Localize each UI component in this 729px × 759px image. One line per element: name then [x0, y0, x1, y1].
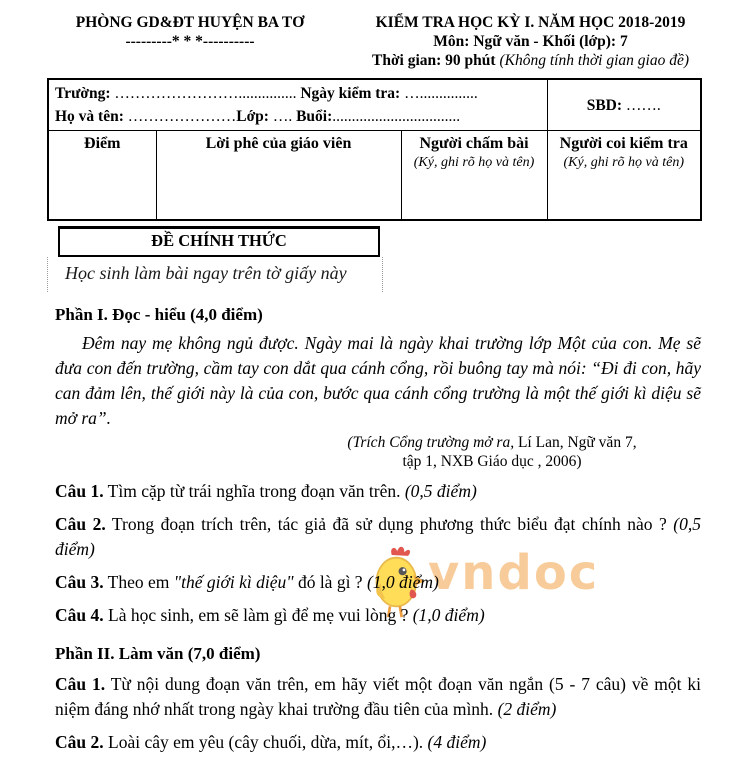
citation-author: Lí Lan, Ngữ văn 7,: [514, 434, 637, 451]
separator-stars: ---------* * *----------: [125, 33, 255, 50]
part2-question-1: [55, 672, 701, 722]
question-label: Câu 1.: [55, 481, 104, 501]
score-header: Điểm: [84, 135, 121, 152]
question-text-pre: Theo em: [103, 572, 174, 592]
document-header: [0, 0, 729, 70]
department-name: PHÒNG GD&ĐT HUYỆN BA TƠ: [75, 14, 305, 31]
candidate-number-cell: [547, 79, 701, 131]
fullname-fill-dots: …………………: [123, 108, 237, 125]
duration-note: (Không tính thời gian giao đề): [495, 52, 689, 69]
citation-line1: [325, 433, 659, 452]
session-fill-dots: .................................: [332, 108, 461, 125]
question-text: Tìm cặp từ trái nghĩa trong đoạn văn trên.: [103, 481, 405, 501]
proctor-header: Người coi kiểm tra: [559, 135, 688, 152]
session-label: Buổi:: [296, 108, 333, 125]
question-text: Trong đoạn trích trên, tác giả đã sử dụng phương thức biểu đạt chính nào ?: [105, 514, 674, 534]
question-label: Câu 3.: [55, 572, 104, 592]
score-cell: [48, 131, 156, 221]
question-points: (2 điểm): [497, 699, 557, 719]
question-text: Là học sinh, em sẽ làm gì để mẹ vui lòng ?: [103, 605, 413, 625]
part1-question-1: [55, 479, 701, 504]
class-fill-dots: ….: [268, 108, 297, 125]
question-points: (1,0 điểm): [412, 605, 485, 625]
work-on-sheet-instruction: Học sinh làm bài ngay trên tờ giấy này: [47, 257, 383, 292]
grading-header-row: [48, 131, 701, 221]
student-info-table: [47, 78, 702, 221]
reading-passage: Đêm nay mẹ không ngủ được. Ngày mai là ngày khai trường lớp Một của con. Mẹ sẽ đưa con đến trường, cầm tay con dắt qua cánh cổng, rồi buông tay mà nói: “Đi đi con, hãy can đảm lên, thế giới này là của con, bước qua cánh cổng trường là một thế giới kì diệu sẽ mở ra”.: [55, 333, 701, 428]
exam-subject: Môn: Ngữ văn - Khối (lớp): 7: [433, 33, 628, 50]
proctor-cell: [547, 131, 701, 221]
school-label: Trường:: [55, 85, 111, 102]
question-label: Câu 2.: [55, 732, 104, 752]
question-label: Câu 1.: [55, 674, 106, 694]
question-text: Từ nội dung đoạn văn trên, em hãy viết một đoạn văn ngắn (5 - 7 câu) về một ki niệm đáng nhớ nhất trong ngày khai trường đầu tiên của mình.: [55, 674, 702, 719]
question-label: Câu 4.: [55, 605, 104, 625]
duration-bold: Thời gian: 90 phút: [372, 52, 496, 69]
part1-heading: Phần I. Đọc - hiểu (4,0 điểm): [55, 305, 263, 324]
part1-question-3: [55, 570, 701, 595]
question-points: (1,0 điểm): [366, 572, 439, 592]
name-line: [55, 105, 541, 128]
sbd-label: SBD:: [586, 96, 623, 114]
question-text-post: đó là gì ?: [293, 572, 367, 592]
grader-cell: [401, 131, 547, 221]
exam-date-label: Ngày kiểm tra:: [300, 85, 401, 102]
citation-line2: tập 1, NXB Giáo dục , 2006): [402, 453, 582, 470]
student-info-cell: [48, 79, 547, 131]
question-label: Câu 2.: [55, 514, 106, 534]
issuing-department-block: [40, 13, 340, 70]
official-exam-badge: ĐỀ CHÍNH THỨC: [58, 226, 380, 257]
question-text: Loài cây em yêu (cây chuối, dừa, mít, ổi,…).: [103, 732, 428, 752]
question-points: (4 điểm): [427, 732, 487, 752]
question-points: (0,5 điểm): [404, 481, 477, 501]
fullname-label: Họ và tên:: [55, 108, 124, 125]
vndoc-watermark-text: vndoc: [428, 545, 600, 601]
passage-citation: [325, 433, 659, 471]
teacher-comment-cell: [156, 131, 401, 221]
exam-title-block: [340, 13, 721, 70]
part1-question-4: [55, 603, 701, 628]
citation-source-italic: (Trích Cổng trường mở ra,: [347, 434, 515, 451]
exam-title: KIỂM TRA HỌC KỲ I. NĂM HỌC 2018-2019: [375, 14, 686, 31]
grader-sign-note: (Ký, ghi rõ họ và tên): [413, 155, 535, 170]
teacher-comment-header: Lời phê của giáo viên: [205, 135, 352, 152]
student-info-row: [48, 79, 701, 131]
proctor-sign-note: (Ký, ghi rõ họ và tên): [563, 155, 685, 170]
part2-question-2: [55, 730, 701, 755]
question-points: (0,5 điểm): [55, 514, 701, 559]
class-label: Lớp:: [236, 108, 269, 125]
question-quoted-phrase: "thế giới kì diệu": [173, 572, 294, 592]
part1-question-2: [55, 512, 701, 562]
exam-date-fill-dots: …...............: [400, 85, 478, 102]
exam-duration: [340, 51, 721, 70]
grader-header: Người chấm bài: [419, 135, 529, 152]
school-line: [55, 82, 541, 105]
school-fill-dots: ……………………...............: [110, 85, 301, 102]
part2-heading: Phần II. Làm văn (7,0 điểm): [55, 644, 261, 663]
sbd-fill-dots: …….: [622, 96, 661, 114]
